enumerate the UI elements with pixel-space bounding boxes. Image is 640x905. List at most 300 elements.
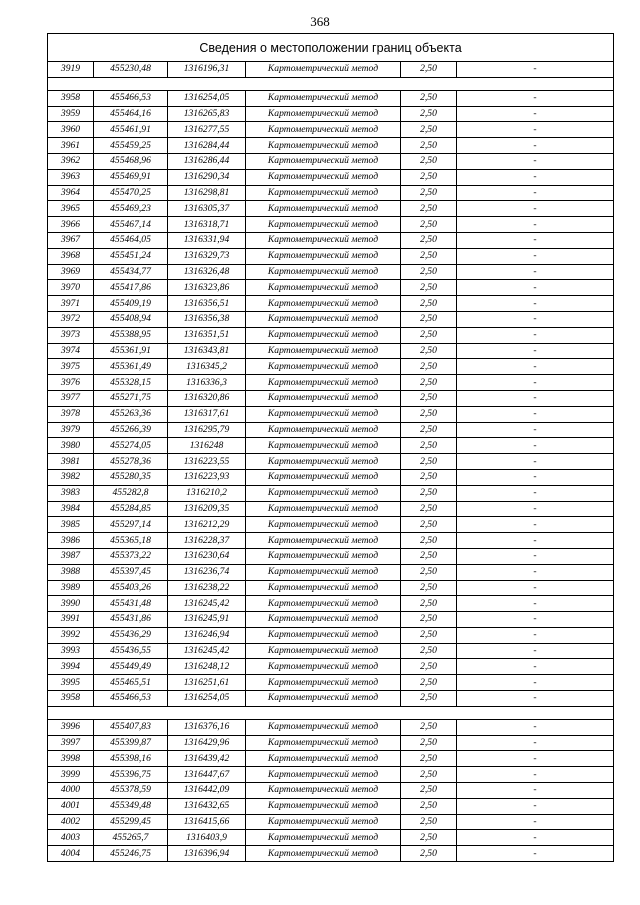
- table-row: [48, 783, 614, 799]
- method-cell: Картометрический метод: [246, 359, 401, 375]
- point-number-cell: 3981: [48, 454, 94, 470]
- accuracy-cell: 2,50: [401, 122, 457, 138]
- method-cell: Картометрический метод: [246, 153, 401, 169]
- method-cell: Картометрический метод: [246, 185, 401, 201]
- x-coordinate-cell: 455349,48: [94, 798, 168, 814]
- description-cell: -: [457, 751, 614, 767]
- point-number-cell: 3994: [48, 659, 94, 675]
- method-cell: Картометрический метод: [246, 438, 401, 454]
- x-coordinate-cell: 455466,53: [94, 90, 168, 106]
- y-coordinate-cell: 1316442,09: [168, 783, 246, 799]
- method-cell: Картометрический метод: [246, 169, 401, 185]
- y-coordinate-cell: 1316223,93: [168, 469, 246, 485]
- table-row: [48, 232, 614, 248]
- method-cell: Картометрический метод: [246, 751, 401, 767]
- method-cell: Картометрический метод: [246, 62, 401, 78]
- description-cell: -: [457, 485, 614, 501]
- table-row: [48, 596, 614, 612]
- accuracy-cell: 2,50: [401, 359, 457, 375]
- y-coordinate-cell: 1316196,31: [168, 62, 246, 78]
- x-coordinate-cell: 455397,45: [94, 564, 168, 580]
- method-cell: Картометрический метод: [246, 564, 401, 580]
- method-cell: Картометрический метод: [246, 311, 401, 327]
- point-number-cell: 3961: [48, 138, 94, 154]
- x-coordinate-cell: 455396,75: [94, 767, 168, 783]
- y-coordinate-cell: 1316323,86: [168, 280, 246, 296]
- x-coordinate-cell: 455278,36: [94, 454, 168, 470]
- x-coordinate-cell: 455266,39: [94, 422, 168, 438]
- y-coordinate-cell: 1316245,42: [168, 643, 246, 659]
- x-coordinate-cell: 455297,14: [94, 517, 168, 533]
- description-cell: -: [457, 422, 614, 438]
- table-row: [48, 169, 614, 185]
- description-cell: -: [457, 217, 614, 233]
- y-coordinate-cell: 1316447,67: [168, 767, 246, 783]
- description-cell: -: [457, 846, 614, 862]
- table-row: [48, 375, 614, 391]
- table-row: [48, 517, 614, 533]
- method-cell: Картометрический метод: [246, 643, 401, 659]
- table-row: [48, 643, 614, 659]
- accuracy-cell: 2,50: [401, 264, 457, 280]
- method-cell: Картометрический метод: [246, 422, 401, 438]
- point-number-cell: 3972: [48, 311, 94, 327]
- point-number-cell: 3980: [48, 438, 94, 454]
- method-cell: Картометрический метод: [246, 232, 401, 248]
- point-number-cell: 3976: [48, 375, 94, 391]
- accuracy-cell: 2,50: [401, 138, 457, 154]
- y-coordinate-cell: 1316248,12: [168, 659, 246, 675]
- description-cell: -: [457, 264, 614, 280]
- point-number-cell: 3997: [48, 735, 94, 751]
- accuracy-cell: 2,50: [401, 798, 457, 814]
- point-number-cell: 3968: [48, 248, 94, 264]
- y-coordinate-cell: 1316248: [168, 438, 246, 454]
- x-coordinate-cell: 455246,75: [94, 846, 168, 862]
- point-number-cell: 3964: [48, 185, 94, 201]
- table-row: [48, 798, 614, 814]
- x-coordinate-cell: 455469,23: [94, 201, 168, 217]
- table-row: [48, 153, 614, 169]
- description-cell: -: [457, 169, 614, 185]
- method-cell: Картометрический метод: [246, 501, 401, 517]
- description-cell: -: [457, 501, 614, 517]
- accuracy-cell: 2,50: [401, 627, 457, 643]
- table-row: [48, 735, 614, 751]
- table-row: [48, 469, 614, 485]
- table-row: [48, 438, 614, 454]
- point-number-cell: 3995: [48, 675, 94, 691]
- x-coordinate-cell: 455407,83: [94, 719, 168, 735]
- method-cell: Картометрический метод: [246, 217, 401, 233]
- y-coordinate-cell: 1316376,16: [168, 719, 246, 735]
- y-coordinate-cell: 1316228,37: [168, 533, 246, 549]
- point-number-cell: 3983: [48, 485, 94, 501]
- y-coordinate-cell: 1316286,44: [168, 153, 246, 169]
- table-row: [48, 691, 614, 707]
- accuracy-cell: 2,50: [401, 814, 457, 830]
- y-coordinate-cell: 1316251,61: [168, 675, 246, 691]
- x-coordinate-cell: 455299,45: [94, 814, 168, 830]
- y-coordinate-cell: 1316254,05: [168, 691, 246, 707]
- description-cell: -: [457, 232, 614, 248]
- x-coordinate-cell: 455378,59: [94, 783, 168, 799]
- description-cell: -: [457, 675, 614, 691]
- y-coordinate-cell: 1316284,44: [168, 138, 246, 154]
- method-cell: Картометрический метод: [246, 691, 401, 707]
- point-number-cell: 4004: [48, 846, 94, 862]
- x-coordinate-cell: 455282,8: [94, 485, 168, 501]
- description-cell: -: [457, 469, 614, 485]
- method-cell: Картометрический метод: [246, 675, 401, 691]
- description-cell: -: [457, 767, 614, 783]
- y-coordinate-cell: 1316246,94: [168, 627, 246, 643]
- method-cell: Картометрический метод: [246, 454, 401, 470]
- accuracy-cell: 2,50: [401, 422, 457, 438]
- separator-cell: [48, 706, 614, 719]
- accuracy-cell: 2,50: [401, 106, 457, 122]
- description-cell: -: [457, 327, 614, 343]
- x-coordinate-cell: 455469,91: [94, 169, 168, 185]
- x-coordinate-cell: 455417,86: [94, 280, 168, 296]
- description-cell: -: [457, 798, 614, 814]
- point-number-cell: 3998: [48, 751, 94, 767]
- method-cell: Картометрический метод: [246, 596, 401, 612]
- y-coordinate-cell: 1316223,55: [168, 454, 246, 470]
- method-cell: Картометрический метод: [246, 485, 401, 501]
- table-row: [48, 627, 614, 643]
- accuracy-cell: 2,50: [401, 390, 457, 406]
- table-row: [48, 217, 614, 233]
- y-coordinate-cell: 1316356,38: [168, 311, 246, 327]
- description-cell: -: [457, 596, 614, 612]
- accuracy-cell: 2,50: [401, 501, 457, 517]
- y-coordinate-cell: 1316331,94: [168, 232, 246, 248]
- x-coordinate-cell: 455434,77: [94, 264, 168, 280]
- table-title: Сведения о местоположении границ объекта: [48, 34, 614, 62]
- accuracy-cell: 2,50: [401, 296, 457, 312]
- accuracy-cell: 2,50: [401, 169, 457, 185]
- description-cell: -: [457, 406, 614, 422]
- method-cell: Картометрический метод: [246, 201, 401, 217]
- table-row: [48, 767, 614, 783]
- accuracy-cell: 2,50: [401, 719, 457, 735]
- table-row: [48, 675, 614, 691]
- method-cell: Картометрический метод: [246, 783, 401, 799]
- accuracy-cell: 2,50: [401, 311, 457, 327]
- point-number-cell: 3974: [48, 343, 94, 359]
- table-row: [48, 296, 614, 312]
- method-cell: Картометрический метод: [246, 580, 401, 596]
- description-cell: -: [457, 719, 614, 735]
- accuracy-cell: 2,50: [401, 280, 457, 296]
- point-number-cell: 4002: [48, 814, 94, 830]
- table-row: [48, 454, 614, 470]
- method-cell: Картометрический метод: [246, 390, 401, 406]
- accuracy-cell: 2,50: [401, 153, 457, 169]
- method-cell: Картометрический метод: [246, 248, 401, 264]
- x-coordinate-cell: 455451,24: [94, 248, 168, 264]
- accuracy-cell: 2,50: [401, 533, 457, 549]
- point-number-cell: 3999: [48, 767, 94, 783]
- point-number-cell: 3990: [48, 596, 94, 612]
- x-coordinate-cell: 455398,16: [94, 751, 168, 767]
- table-row: [48, 359, 614, 375]
- method-cell: Картометрический метод: [246, 846, 401, 862]
- table-row: [48, 106, 614, 122]
- accuracy-cell: 2,50: [401, 485, 457, 501]
- point-number-cell: 3991: [48, 612, 94, 628]
- point-number-cell: 3973: [48, 327, 94, 343]
- x-coordinate-cell: 455263,36: [94, 406, 168, 422]
- point-number-cell: 4000: [48, 783, 94, 799]
- accuracy-cell: 2,50: [401, 327, 457, 343]
- accuracy-cell: 2,50: [401, 454, 457, 470]
- accuracy-cell: 2,50: [401, 62, 457, 78]
- y-coordinate-cell: 1316343,81: [168, 343, 246, 359]
- description-cell: -: [457, 280, 614, 296]
- point-number-cell: 3958: [48, 90, 94, 106]
- accuracy-cell: 2,50: [401, 469, 457, 485]
- method-cell: Картометрический метод: [246, 612, 401, 628]
- y-coordinate-cell: 1316265,83: [168, 106, 246, 122]
- x-coordinate-cell: 455408,94: [94, 311, 168, 327]
- description-cell: -: [457, 390, 614, 406]
- accuracy-cell: 2,50: [401, 517, 457, 533]
- point-number-cell: 3958: [48, 691, 94, 707]
- table-row: [48, 138, 614, 154]
- description-cell: -: [457, 533, 614, 549]
- accuracy-cell: 2,50: [401, 751, 457, 767]
- y-coordinate-cell: 1316209,35: [168, 501, 246, 517]
- description-cell: -: [457, 106, 614, 122]
- x-coordinate-cell: 455431,86: [94, 612, 168, 628]
- x-coordinate-cell: 455399,87: [94, 735, 168, 751]
- x-coordinate-cell: 455280,35: [94, 469, 168, 485]
- accuracy-cell: 2,50: [401, 406, 457, 422]
- x-coordinate-cell: 455328,15: [94, 375, 168, 391]
- y-coordinate-cell: 1316432,65: [168, 798, 246, 814]
- x-coordinate-cell: 455468,96: [94, 153, 168, 169]
- description-cell: -: [457, 814, 614, 830]
- table-row: [48, 327, 614, 343]
- y-coordinate-cell: 1316212,29: [168, 517, 246, 533]
- x-coordinate-cell: 455365,18: [94, 533, 168, 549]
- description-cell: -: [457, 311, 614, 327]
- x-coordinate-cell: 455409,19: [94, 296, 168, 312]
- table-row: [48, 659, 614, 675]
- description-cell: -: [457, 612, 614, 628]
- table-row: [48, 814, 614, 830]
- point-number-cell: 3960: [48, 122, 94, 138]
- table-row: [48, 390, 614, 406]
- x-coordinate-cell: 455361,91: [94, 343, 168, 359]
- x-coordinate-cell: 455436,55: [94, 643, 168, 659]
- point-number-cell: 3967: [48, 232, 94, 248]
- accuracy-cell: 2,50: [401, 830, 457, 846]
- description-cell: -: [457, 153, 614, 169]
- accuracy-cell: 2,50: [401, 248, 457, 264]
- point-number-cell: 3959: [48, 106, 94, 122]
- point-number-cell: 3984: [48, 501, 94, 517]
- method-cell: Картометрический метод: [246, 138, 401, 154]
- table-row: [48, 122, 614, 138]
- table-row: [48, 751, 614, 767]
- table-row: [48, 343, 614, 359]
- y-coordinate-cell: 1316305,37: [168, 201, 246, 217]
- accuracy-cell: 2,50: [401, 548, 457, 564]
- x-coordinate-cell: 455436,29: [94, 627, 168, 643]
- description-cell: -: [457, 438, 614, 454]
- point-number-cell: 3992: [48, 627, 94, 643]
- method-cell: Картометрический метод: [246, 548, 401, 564]
- method-cell: Картометрический метод: [246, 814, 401, 830]
- method-cell: Картометрический метод: [246, 122, 401, 138]
- accuracy-cell: 2,50: [401, 375, 457, 391]
- x-coordinate-cell: 455361,49: [94, 359, 168, 375]
- accuracy-cell: 2,50: [401, 217, 457, 233]
- method-cell: Картометрический метод: [246, 659, 401, 675]
- x-coordinate-cell: 455466,53: [94, 691, 168, 707]
- description-cell: -: [457, 62, 614, 78]
- y-coordinate-cell: 1316254,05: [168, 90, 246, 106]
- point-number-cell: 4001: [48, 798, 94, 814]
- page-number: 368: [310, 14, 330, 29]
- point-number-cell: 3963: [48, 169, 94, 185]
- y-coordinate-cell: 1316245,42: [168, 596, 246, 612]
- method-cell: Картометрический метод: [246, 343, 401, 359]
- table-row: [48, 248, 614, 264]
- table-row: [48, 612, 614, 628]
- description-cell: -: [457, 296, 614, 312]
- method-cell: Картометрический метод: [246, 469, 401, 485]
- y-coordinate-cell: 1316345,2: [168, 359, 246, 375]
- y-coordinate-cell: 1316298,81: [168, 185, 246, 201]
- table-row: [48, 719, 614, 735]
- x-coordinate-cell: 455388,95: [94, 327, 168, 343]
- point-number-cell: 3965: [48, 201, 94, 217]
- method-cell: Картометрический метод: [246, 767, 401, 783]
- method-cell: Картометрический метод: [246, 327, 401, 343]
- table-row: [48, 201, 614, 217]
- table-row: [48, 830, 614, 846]
- accuracy-cell: 2,50: [401, 90, 457, 106]
- table-row: [48, 406, 614, 422]
- accuracy-cell: 2,50: [401, 735, 457, 751]
- accuracy-cell: 2,50: [401, 783, 457, 799]
- point-number-cell: 3987: [48, 548, 94, 564]
- description-cell: -: [457, 185, 614, 201]
- accuracy-cell: 2,50: [401, 185, 457, 201]
- point-number-cell: 3966: [48, 217, 94, 233]
- accuracy-cell: 2,50: [401, 438, 457, 454]
- method-cell: Картометрический метод: [246, 735, 401, 751]
- point-number-cell: 3993: [48, 643, 94, 659]
- description-cell: -: [457, 517, 614, 533]
- y-coordinate-cell: 1316238,22: [168, 580, 246, 596]
- accuracy-cell: 2,50: [401, 659, 457, 675]
- description-cell: -: [457, 201, 614, 217]
- accuracy-cell: 2,50: [401, 596, 457, 612]
- separator-cell: [48, 77, 614, 90]
- y-coordinate-cell: 1316326,48: [168, 264, 246, 280]
- point-number-cell: 3969: [48, 264, 94, 280]
- accuracy-cell: 2,50: [401, 675, 457, 691]
- y-coordinate-cell: 1316329,73: [168, 248, 246, 264]
- y-coordinate-cell: 1316245,91: [168, 612, 246, 628]
- method-cell: Картометрический метод: [246, 406, 401, 422]
- table-row: [48, 533, 614, 549]
- accuracy-cell: 2,50: [401, 343, 457, 359]
- x-coordinate-cell: 455230,48: [94, 62, 168, 78]
- method-cell: Картометрический метод: [246, 798, 401, 814]
- accuracy-cell: 2,50: [401, 201, 457, 217]
- point-number-cell: 3971: [48, 296, 94, 312]
- method-cell: Картометрический метод: [246, 296, 401, 312]
- method-cell: Картометрический метод: [246, 90, 401, 106]
- x-coordinate-cell: 455373,22: [94, 548, 168, 564]
- method-cell: Картометрический метод: [246, 533, 401, 549]
- table-row: [48, 580, 614, 596]
- y-coordinate-cell: 1316277,55: [168, 122, 246, 138]
- y-coordinate-cell: 1316356,51: [168, 296, 246, 312]
- y-coordinate-cell: 1316320,86: [168, 390, 246, 406]
- method-cell: Картометрический метод: [246, 719, 401, 735]
- x-coordinate-cell: 455464,16: [94, 106, 168, 122]
- point-number-cell: 3989: [48, 580, 94, 596]
- x-coordinate-cell: 455403,26: [94, 580, 168, 596]
- point-number-cell: 3986: [48, 533, 94, 549]
- table-header-row: [48, 34, 614, 62]
- group-separator-row: [48, 706, 614, 719]
- table-row: [48, 564, 614, 580]
- method-cell: Картометрический метод: [246, 375, 401, 391]
- x-coordinate-cell: 455467,14: [94, 217, 168, 233]
- x-coordinate-cell: 455459,25: [94, 138, 168, 154]
- description-cell: -: [457, 580, 614, 596]
- y-coordinate-cell: 1316295,79: [168, 422, 246, 438]
- point-number-cell: 3982: [48, 469, 94, 485]
- point-number-cell: 3996: [48, 719, 94, 735]
- method-cell: Картометрический метод: [246, 627, 401, 643]
- y-coordinate-cell: 1316403,9: [168, 830, 246, 846]
- point-number-cell: 3978: [48, 406, 94, 422]
- table-row: [48, 311, 614, 327]
- point-number-cell: 3970: [48, 280, 94, 296]
- table-row: [48, 501, 614, 517]
- point-number-cell: 3985: [48, 517, 94, 533]
- y-coordinate-cell: 1316318,71: [168, 217, 246, 233]
- accuracy-cell: 2,50: [401, 612, 457, 628]
- method-cell: Картометрический метод: [246, 280, 401, 296]
- table-row: [48, 846, 614, 862]
- x-coordinate-cell: 455265,7: [94, 830, 168, 846]
- table-row: [48, 185, 614, 201]
- point-number-cell: 3977: [48, 390, 94, 406]
- accuracy-cell: 2,50: [401, 232, 457, 248]
- description-cell: -: [457, 643, 614, 659]
- accuracy-cell: 2,50: [401, 564, 457, 580]
- accuracy-cell: 2,50: [401, 767, 457, 783]
- x-coordinate-cell: 455431,48: [94, 596, 168, 612]
- y-coordinate-cell: 1316439,42: [168, 751, 246, 767]
- description-cell: -: [457, 564, 614, 580]
- table-row: [48, 280, 614, 296]
- y-coordinate-cell: 1316236,74: [168, 564, 246, 580]
- x-coordinate-cell: 455284,85: [94, 501, 168, 517]
- y-coordinate-cell: 1316290,34: [168, 169, 246, 185]
- table-row: [48, 485, 614, 501]
